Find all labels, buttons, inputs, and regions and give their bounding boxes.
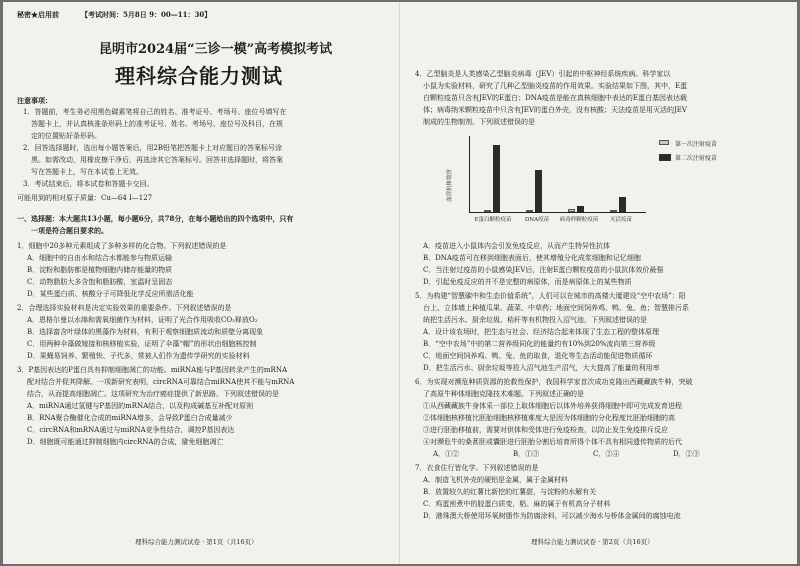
bar-second-2 <box>577 206 584 212</box>
exam-paper-spread <box>3 2 797 564</box>
option: C．circRNA和mRNA通过与miRNA竞争性结合，调控P基因表达 <box>27 426 235 434</box>
question-7-stem: 7．衣食住行皆化学。下列叙述错误的是 <box>415 464 539 472</box>
exam-time: 【考试时间：5月8日 9：00—11：30】 <box>81 10 212 19</box>
y-axis-label: 血清抗体效价 <box>447 168 453 202</box>
statement: ④对濒危牛的桑葚胚或囊胚进行胚胎分割后培育所得个体不具有相同遗传物质的后代 <box>423 438 682 446</box>
question-4-stem: 制成的生物制剂。下列叙述错误的是 <box>423 118 535 126</box>
confidential-label: 秘密★启用前 <box>17 10 59 19</box>
option: A．①② <box>433 450 460 458</box>
question-5-stem: 5．为构建“智慧碳中和生态价值系统”，人们可以在城市的高楼大厦建设“空中农场”：阳 <box>415 292 686 300</box>
x-tick-label: DNA疫苗 <box>524 217 550 223</box>
question-3-stem: 3．P基因表达的P蛋白具有抑制细胞凋亡的功能。miRNA能与P基因转录产生的mRNA <box>17 366 287 374</box>
atomic-mass: 可能用到的相对原子质量：Cu—64 I—127 <box>17 194 153 202</box>
option: B．选择富含叶绿体的黑藻作为材料，有利于观察细胞质流动和质壁分离现象 <box>27 328 264 336</box>
page-gutter <box>399 2 400 564</box>
option: A．设计该农场时，把生态与社会、经济结合起来体现了生态工程的整体原理 <box>423 328 660 336</box>
question-1-stem: 1．细胞中20多种元素组成了多种多样的化合物。下列叙述错误的是 <box>17 242 227 250</box>
option: A．制造飞机外壳的硬铝是金属，属于金属材料 <box>423 476 569 484</box>
note-line: 3．考试结束后，将本试卷和答题卡交回。 <box>23 180 154 188</box>
question-2-stem: 2．合理选择实验材料是决定实验效果的重要条件。下列叙述错误的是 <box>17 304 232 312</box>
option: A．细胞中的自由水和结合水都能参与物质运输 <box>27 254 173 262</box>
option: B．RNA聚合酶催化合成的miRNA增多，会导致P蛋白合成量减少 <box>27 414 233 422</box>
legend-swatch-first <box>659 140 669 145</box>
question-3-stem: 配对结合并促其降解。一项新研究表明，circRNA可靠结合miRNA使其不能与mRNA <box>27 378 295 386</box>
option: C．鸡蛋煎煮中的胶蛋白质变，粘、麻的属于有机高分子材料 <box>423 500 611 508</box>
antibody-chart <box>447 132 733 234</box>
question-3-stem: 结合，从而提高细胞凋亡。这项研究为治疗癌症提供了新思路。下列叙述错误的是 <box>27 390 279 398</box>
page-2 <box>403 2 797 564</box>
option: D．港珠澳大桥使用环氧树脂作为防腐涂料，可以减少海水与桥体金属间的腐蚀电流 <box>423 512 681 520</box>
option: B．放置较久的红薯比新挖的红薯甜，与淀粉的水解有关 <box>423 488 597 496</box>
option: C．当注射过疫苗的小鼠感染JEV后，注射E蛋白颗粒疫苗的小鼠抗体效价最强 <box>423 266 664 274</box>
note-line: 黑。如需改动，用橡皮擦干净后，再选涂其它答案标号。回答非选择题时，将答案 <box>31 156 283 164</box>
legend-swatch-second <box>659 154 671 161</box>
option: B．淀粉和脂肪都是植物细胞内储存能量的物质 <box>27 266 173 274</box>
option: C．②④ <box>593 450 620 458</box>
option: B．“空中农场”中的第二营养级同化的能量约有10%到20%流向第三营养级 <box>423 340 656 348</box>
option: D．细胞既可能通过抑制细胞内circRNA的合成，避免细胞凋亡 <box>27 438 224 446</box>
bar-second-1 <box>535 170 542 212</box>
note-line: 定的位置贴好条形码。 <box>31 132 101 140</box>
x-tick-label: 灭活疫苗 <box>609 217 632 223</box>
question-6-stem: 6．为实现对濒危种质资源的抢救性保护，我国科学家首次成功克隆出西藏藏族牛种，突破 <box>415 378 693 386</box>
option: C．动物脂肪大多含饱和脂肪酸，室温时呈固态 <box>27 278 173 286</box>
note-line: 1．答题前，考生务必用黑色碳素笔将自己的姓名、准考证号、考场号、座位号填写在 <box>23 108 287 116</box>
section-heading: 一、选择题：本大题共13小题，每小题6分，共78分，在每小题给出的四个选项中，只有 <box>17 214 294 223</box>
option: A．疫苗进入小鼠体内会引发免疫反应，从而产生特异性抗体 <box>423 242 611 250</box>
option: B．DNA疫苗可在移到细胞表面后，使其增殖分化成浆细胞和记忆细胞 <box>423 254 641 262</box>
plot-area <box>469 136 646 213</box>
page-footer: 理科综合能力测试试卷 · 第1页（共16页） <box>135 538 258 546</box>
bar-second-0 <box>493 145 500 212</box>
statement: ③进行胚胎移植前，需要对供体和受体进行免疫检查，以防止发生免疫排斥反应 <box>423 426 668 434</box>
option: D．某些蛋白质、核酸分子可降低化学反应所需活化能 <box>27 290 194 298</box>
option: C．用两种伞藻做嫁接和核移植实验，证明了伞藻“帽”的形状由细胞核控制 <box>27 340 257 348</box>
option: C．地面空间饲养鸡、鸭、兔、鱼的取食，退化等生态活动能促进物质循环 <box>423 352 653 360</box>
x-tick-label: E蛋白颗粒疫苗 <box>474 217 512 223</box>
x-tick-label: 病毒样颗粒疫苗 <box>559 217 599 223</box>
bar-first-2 <box>568 209 575 212</box>
note-line: 2．回答选择题时，选出每小题答案后，用2B铅笔把答题卡上对应题目的答案标号涂 <box>23 144 283 152</box>
question-4-stem: 体；病毒纳米颗粒疫苗中只含有JEV的蛋白外壳，没有核酸；天法疫苗是用灭活的JEV <box>423 106 687 114</box>
page-1 <box>3 2 395 564</box>
page-footer: 理科综合能力测试试卷 · 第2页（共16页） <box>531 538 654 546</box>
note-line: 写在答题卡上，写在本试卷上无效。 <box>31 168 143 176</box>
option: B．①③ <box>513 450 540 458</box>
option: D．②③ <box>673 450 700 458</box>
statement: ①从西藏藏族牛身体采一部位上取体细胞后以体外培养获得细胞中即可完成发育进程 <box>423 402 682 410</box>
question-5-stem: 统把生活污水、厨余垃圾、秸秆等有机物投入沼气池，下列叙述错误的是 <box>423 316 647 324</box>
note-line: 答题卡上，并认真核准条形码上的准考证号、姓名、考场号、座位号及科目，在规 <box>31 120 283 128</box>
legend-label-first: 第一次注射疫苗 <box>675 141 718 148</box>
option: A．恩格尔曼以水绵和需氧细菌作为材料，证明了光合作用吸收CO₂释放O₂ <box>27 316 258 324</box>
exam-title: 昆明市2024届“三诊一模”高考模拟考试 <box>99 42 333 57</box>
bar-first-1 <box>526 210 533 212</box>
bar-first-0 <box>484 210 491 212</box>
option: D．把生活污水、厨余垃圾等投入沼气池生产沼气，大大提高了能量的利用率 <box>423 364 660 372</box>
question-4-stem: 白颗粒疫苗只含有JEV的E蛋白；DNA疫苗是能在真核细胞中表达的E蛋白基因表达载 <box>423 94 687 102</box>
question-4-stem: 小鼠为实验材料，研究了几种乙型脑炎疫苗的作用效果。实验结果如下图，其中，E蛋 <box>423 82 688 90</box>
statement: ②体细胞核移植比胚胎细胞核移植难度大是因为体细胞的分化程度比胚胎细胞的高 <box>423 414 675 422</box>
notes-heading: 注意事项： <box>17 96 52 105</box>
section-heading: 一项是符合题目要求的。 <box>31 226 108 235</box>
option: A．miRNA通过氢键与P基因的mRNA结合，以及构成碱基互补配对原则 <box>27 402 254 410</box>
subject-title: 理科综合能力测试 <box>115 64 283 88</box>
question-5-stem: 台上、立体墙上种植瓜果、蔬菜、中草药；地面空间饲养鸡、鸭、兔、鱼；智慧排污系 <box>423 304 689 312</box>
question-6-stem: 了高原牛种体细胞克隆技术难题。下列叙述正确的是 <box>423 390 584 398</box>
option: D．引起免疫反应的并不是完整的病原体，而是病原体上的某些物质 <box>423 278 632 286</box>
question-4-stem: 4．乙型脑炎是人类感染乙型脑炎病毒（JEV）引起的中枢神经系统疾病。科学家以 <box>415 70 671 78</box>
legend-label-second: 第二次注射疫苗 <box>675 155 718 162</box>
bar-second-3 <box>619 197 626 212</box>
bar-first-3 <box>610 210 617 212</box>
option: D．果蝇易饲养、繁殖快、子代多，常被人们作为遗传学研究的实验材料 <box>27 352 250 360</box>
